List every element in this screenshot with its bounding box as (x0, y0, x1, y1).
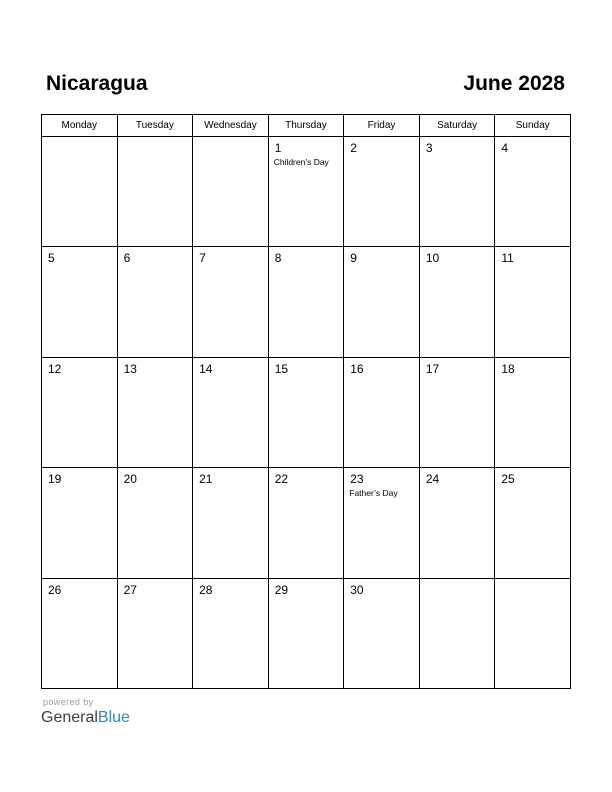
day-number: 13 (123, 361, 137, 376)
day-number: 18 (501, 361, 515, 376)
day-cell (419, 468, 495, 578)
day-cell (495, 468, 571, 578)
day-cell (419, 137, 495, 247)
event-label: Children’s Day (273, 157, 329, 167)
day-number: 28 (199, 582, 213, 597)
day-number: 6 (123, 251, 131, 266)
day-number (193, 137, 268, 141)
day-number: 21 (199, 472, 213, 487)
day-cell (42, 137, 118, 247)
brand-name-part2: Blue (97, 709, 130, 726)
day-number: 1 (274, 141, 282, 155)
day-cell (42, 468, 118, 578)
week-row (42, 247, 571, 357)
day-cell (495, 578, 571, 688)
day-cell (419, 247, 495, 357)
day-number: 16 (350, 361, 364, 376)
day-cell (344, 357, 420, 467)
day-cell (117, 247, 193, 357)
day-cell (419, 578, 495, 688)
day-cell (419, 357, 495, 467)
day-cell (344, 137, 420, 247)
day-cell (117, 137, 193, 247)
day-cell (193, 247, 269, 357)
month-title: June 2028 (463, 72, 565, 95)
day-cell (495, 247, 571, 357)
day-number: 3 (425, 141, 433, 155)
day-cell (344, 247, 420, 357)
day-cell (268, 137, 344, 247)
day-number (420, 579, 495, 583)
week-row (42, 578, 571, 688)
calendar-grid (41, 114, 571, 689)
powered-by-text: powered by (43, 697, 94, 707)
day-number: 17 (425, 361, 440, 376)
day-number: 22 (274, 472, 289, 487)
day-number (118, 137, 193, 141)
day-number: 14 (199, 361, 213, 376)
day-cell (268, 578, 344, 688)
weekday-thursday: Thursday (268, 115, 344, 137)
generalblue-logo[interactable] (41, 708, 130, 728)
day-number: 5 (48, 251, 55, 266)
day-number: 20 (123, 472, 137, 487)
weekday-saturday: Saturday (419, 115, 495, 137)
day-number: 8 (274, 251, 282, 266)
day-cell (268, 357, 344, 467)
day-number: 4 (501, 141, 509, 155)
day-number: 30 (350, 582, 364, 597)
day-cell (495, 137, 571, 247)
day-cell (344, 578, 420, 688)
day-number: 2 (350, 141, 357, 155)
event-label: Father’s Day (349, 488, 398, 499)
day-number: 9 (350, 251, 357, 266)
day-number: 27 (123, 582, 137, 597)
weekday-monday: Monday (42, 115, 118, 137)
day-cell (193, 357, 269, 467)
day-cell (42, 247, 118, 357)
day-number (495, 579, 570, 583)
day-cell (268, 247, 344, 357)
day-cell (193, 578, 269, 688)
day-number: 26 (48, 582, 62, 597)
day-number: 29 (274, 582, 289, 597)
weekday-sunday: Sunday (495, 115, 571, 137)
weekday-header-row (42, 115, 571, 137)
day-number: 10 (425, 251, 440, 266)
day-cell (193, 468, 269, 578)
week-row (42, 137, 571, 247)
day-number: 11 (501, 251, 514, 266)
day-number (42, 137, 117, 141)
day-number: 7 (199, 251, 206, 266)
week-row (42, 468, 571, 578)
day-number: 23 (350, 472, 364, 487)
day-cell (42, 578, 118, 688)
day-cell (495, 357, 571, 467)
day-cell (268, 468, 344, 578)
day-cell (42, 357, 118, 467)
day-number: 25 (501, 472, 515, 487)
country-title: Nicaragua (46, 72, 148, 95)
weekday-tuesday: Tuesday (117, 115, 193, 137)
day-cell (117, 578, 193, 688)
day-cell (117, 468, 193, 578)
day-number: 24 (425, 472, 440, 487)
day-cell (117, 357, 193, 467)
day-cell (193, 137, 269, 247)
weekday-wednesday: Wednesday (193, 115, 269, 137)
day-number: 12 (48, 361, 62, 376)
weekday-friday: Friday (344, 115, 420, 137)
day-number: 15 (274, 361, 289, 376)
brand-name-part1: General (41, 709, 98, 726)
week-row (42, 357, 571, 467)
day-cell (344, 468, 420, 578)
day-number: 19 (48, 472, 62, 487)
